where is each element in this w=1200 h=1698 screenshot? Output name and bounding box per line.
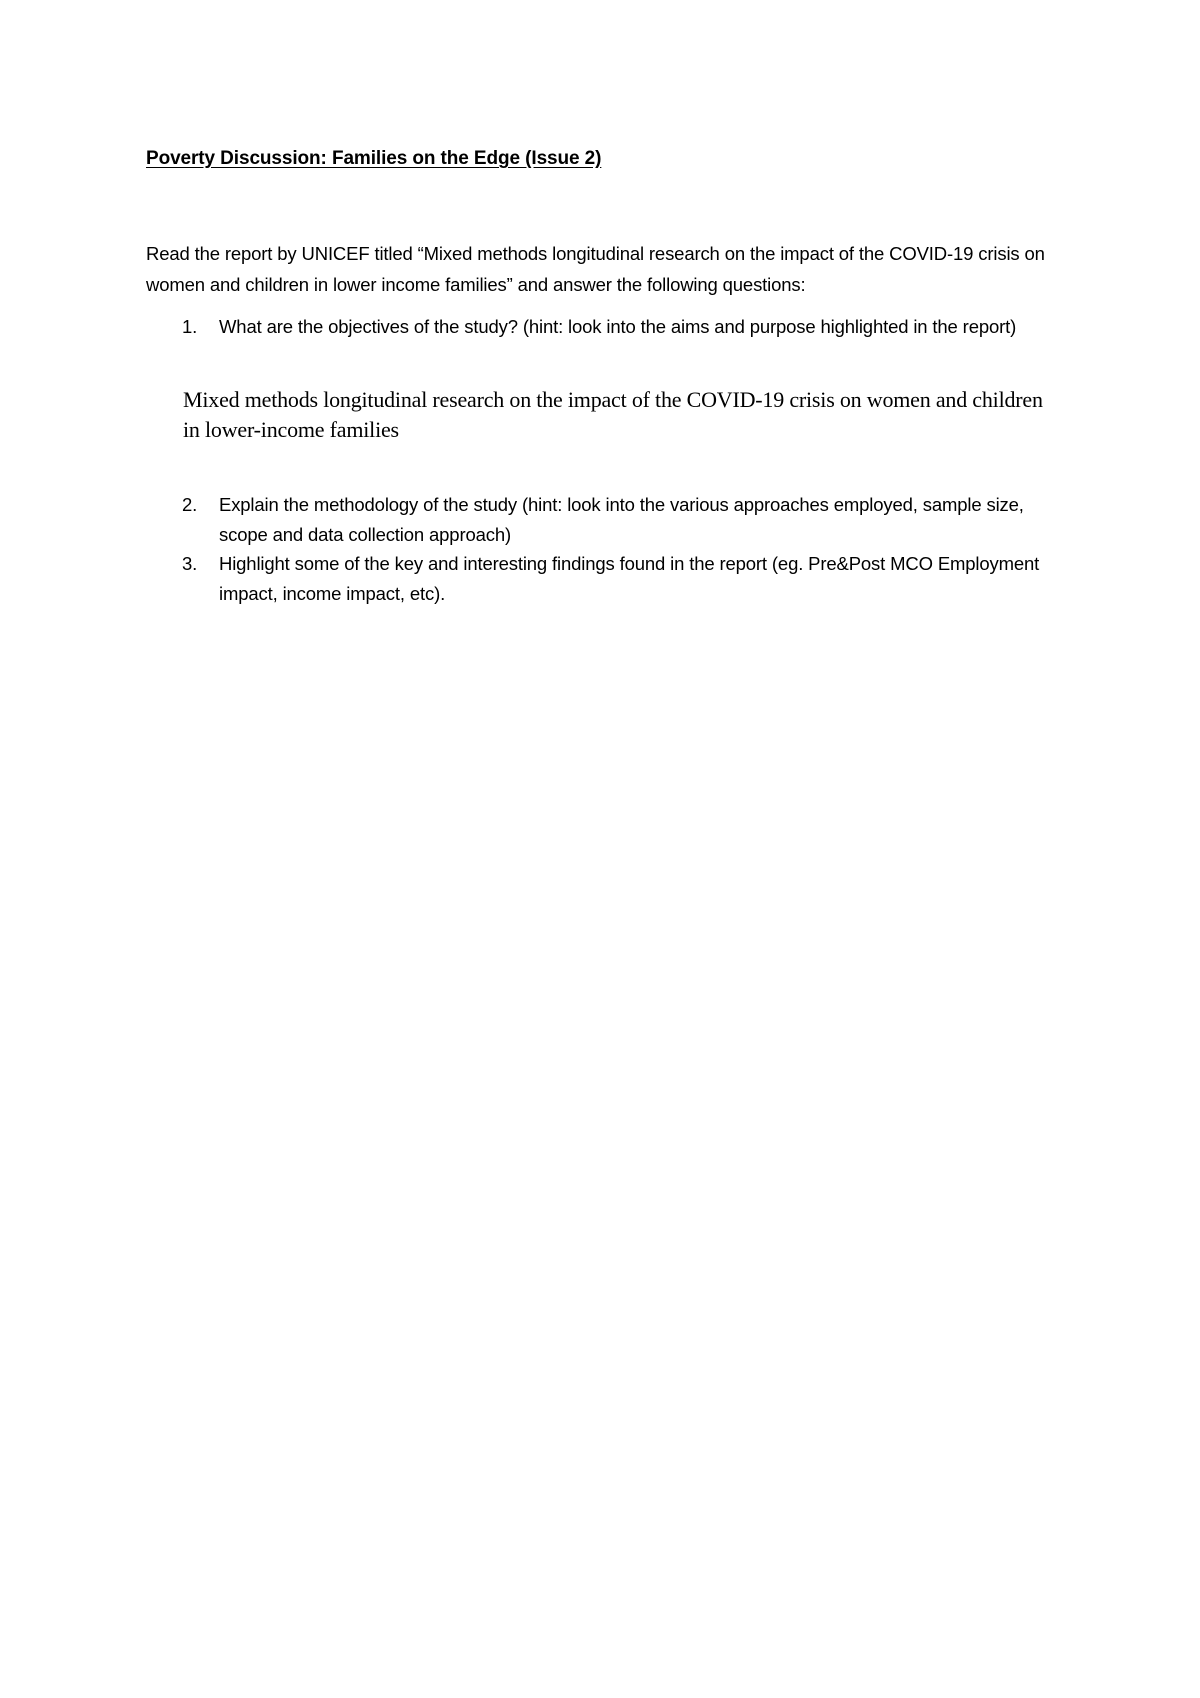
question-3-text: Highlight some of the key and interesting findings found in the report (eg. Pre&Post MCO Employment impact, income impact, etc). [219, 553, 1040, 604]
question-2-number: 2. [182, 494, 198, 515]
question-1 [146, 312, 1046, 342]
question-2-text: Explain the methodology of the study (hint: look into the various approaches employed, sample size, scope and data collection approach) [219, 494, 1024, 545]
question-1-number: 1. [182, 316, 198, 337]
question-1-text: What are the objectives of the study? (hint: look into the aims and purpose highlighted in the report) [219, 316, 1017, 337]
question-3 [146, 549, 1046, 609]
answer-1-text: Mixed methods longitudinal research on the impact of the COVID-19 crisis on women and children in lower-income families [183, 387, 1043, 442]
document-title: Poverty Discussion: Families on the Edge (Issue 2) [146, 148, 602, 169]
intro-paragraph: Read the report by UNICEF titled “Mixed methods longitudinal research on the impact of the COVID-19 crisis on women and children in lower income families” and answer the following questions: [146, 243, 1045, 295]
question-3-number: 3. [182, 553, 198, 574]
question-2 [146, 490, 1046, 550]
